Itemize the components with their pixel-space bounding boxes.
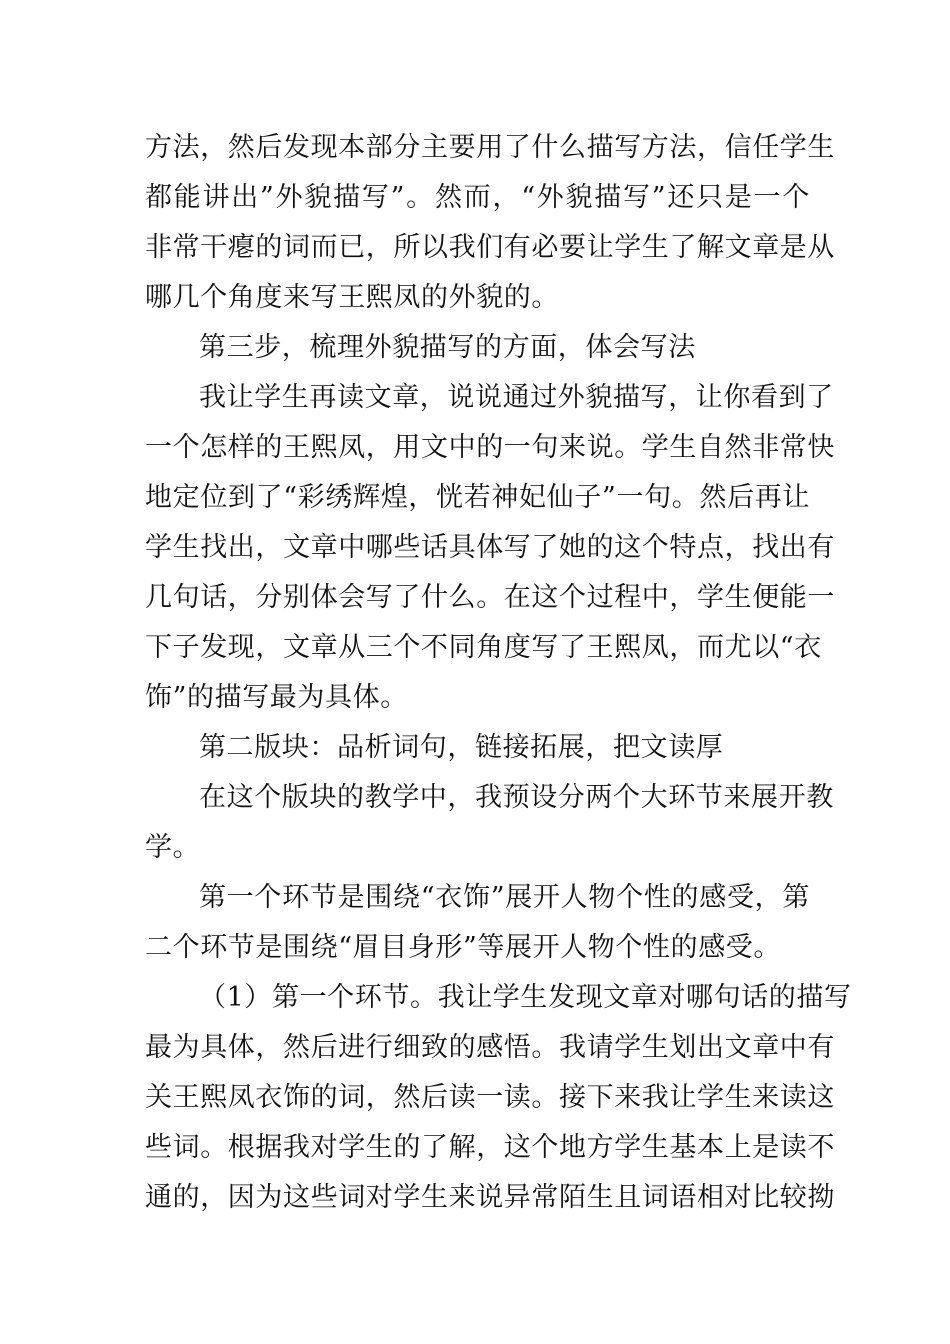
text-line: 二个环节是围绕“眉目身形”等展开人物个性的感受。	[145, 932, 782, 963]
text-line: 饰”的描写最为具体。	[145, 682, 408, 713]
text-line: 学生找出，文章中哪些话具体写了她的这个特点，找出有	[145, 532, 835, 563]
text-line: （1）第一个环节。我让学生发现文章对哪句话的描写	[199, 982, 852, 1013]
text-line: 通的，因为这些词对学生来说异常陌生且词语相对比较拗	[145, 1182, 835, 1213]
document-body	[145, 123, 852, 1223]
text-line: 方法，然后发现本部分主要用了什么描写方法，信任学生	[145, 132, 835, 163]
text-line: 下子发现，文章从三个不同角度写了王熙凤，而尤以“衣	[145, 632, 822, 663]
text-line: 我让学生再读文章，说说通过外貌描写，让你看到了	[199, 382, 834, 413]
text-line: 关王熙凤衣饰的词，然后读一读。接下来我让学生来读这	[145, 1082, 835, 1113]
section-heading: 第二版块：品析词句，链接拓展，把文读厚	[199, 732, 724, 763]
section-heading: 第三步，梳理外貌描写的方面，体会写法	[199, 332, 696, 363]
text-line: 在这个版块的教学中，我预设分两个大环节来展开教	[199, 782, 834, 813]
text-line: 第一个环节是围绕“衣饰”展开人物个性的感受，第	[199, 882, 810, 913]
text-line: 些词。根据我对学生的了解，这个地方学生基本上是读不	[145, 1132, 835, 1163]
text-line: 地定位到了“彩绣辉煌，恍若神妃仙子”一句。然后再让	[145, 482, 810, 513]
text-line: 哪几个角度来写王熙凤的外貌的。	[145, 282, 559, 313]
text-line: 几句话，分别体会写了什么。在这个过程中，学生便能一	[145, 582, 835, 613]
text-line: 非常干瘪的词而已，所以我们有必要让学生了解文章是从	[145, 232, 835, 263]
text-line: 一个怎样的王熙凤，用文中的一句来说。学生自然非常快	[145, 432, 835, 463]
text-line: 最为具体，然后进行细致的感悟。我请学生划出文章中有	[145, 1032, 835, 1063]
text-line: 都能讲出”外貌描写”。然而，“外貌描写”还只是一个	[145, 182, 810, 213]
text-line: 学。	[145, 832, 201, 863]
